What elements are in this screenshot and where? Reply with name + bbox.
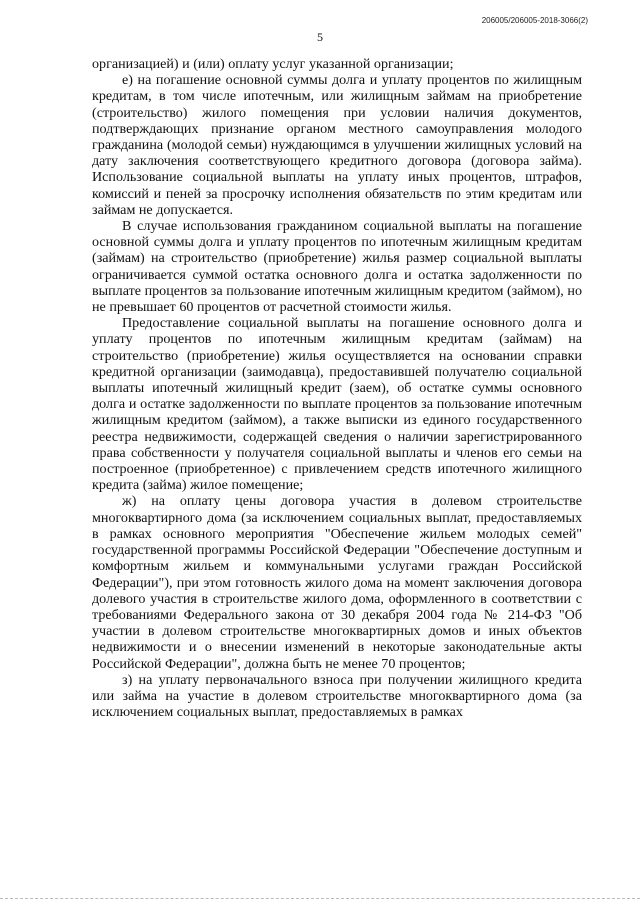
footer-rule xyxy=(0,898,640,899)
paragraph-item-e: е) на погашение основной суммы долга и уплату процентов по жилищным кредитам, в том числе ипотечным, или жилищным займам на приобретение (строительство) жилого помещения при условии наличия документов, подтверждающих признание органом местного самоуправления молодого гражданина (молодой семьи) нуждающимся в улучшении жилищных условий на дату заключения соответствующего кредитного договора (договора займа). Использование социальной выплаты на уплату иных процентов, штрафов, комиссий и пеней за просрочку исполнения обязательств по этим кредитам или займам не допускается. xyxy=(92,72,582,218)
paragraph-item-z: з) на уплату первоначального взноса при получении жилищного кредита или займа на участие в долевом строительстве многоквартирного дома (за исключением социальных выплат, предоставляемых в рамках xyxy=(92,671,582,721)
body-text xyxy=(92,56,582,720)
document-id: 206005/206005-2018-3066(2) xyxy=(481,16,588,25)
paragraph-item-zh: ж) на оплату цены договора участия в долевом строительстве многоквартирного дома (за исключением социальных выплат, предоставляемых в рамках основного мероприятия "Обеспечение жильем молодых семей" государственной программы Российской Федерации "Обеспечение доступным и комфортным жильем и коммунальными услугами граждан Российской Федерации"), при этом готовность жилого дома на момент заключения договора долевого участия в строительстве жилого дома, оформленного в соответствии с требованиями Федерального закона от 30 декабря 2004 года № 214-ФЗ "Об участии в долевом строительстве многоквартирных домов и иных объектов недвижимости и о внесении изменений в некоторые законодательные акты Российской Федерации", должна быть не менее 70 процентов; xyxy=(92,493,582,672)
paragraph-mortgage-limit: В случае использования гражданином социальной выплаты на погашение основной суммы долга и уплату процентов по ипотечным жилищным кредитам (займам) на строительство (приобретение) жилья размер социальной выплаты ограничивается суммой остатка основного долга и остатка задолженности по выплате процентов за пользование ипотечным жилищным кредитом (займом), но не превышает 60 процентов от расчетной стоимости жилья. xyxy=(92,218,582,316)
page-number: 5 xyxy=(317,30,323,44)
paragraph-continuation: организацией) и (или) оплату услуг указанной организации; xyxy=(92,56,454,72)
paragraph-payment-basis: Предоставление социальной выплаты на погашение основного долга и уплату процентов по ипотечным жилищным кредитам (займам) на строительство (приобретение) жилья осуществляется на основании справки кредитной организации (заимодавца), предоставившей получателю социальной выплаты ипотечный жилищный кредит (заем), об остатке суммы основного долга и остатке задолженности по выплате процентов за пользование ипотечным жилищным кредитом (займом), а также выписки из единого государственного реестра недвижимости, содержащей сведения о наличии зарегистрированного права собственности у получателя социальной выплаты и членов его семьи на построенное (приобретенное) с привлечением средств ипотечного жилищного кредита (займа) жилое помещение; xyxy=(92,315,582,494)
